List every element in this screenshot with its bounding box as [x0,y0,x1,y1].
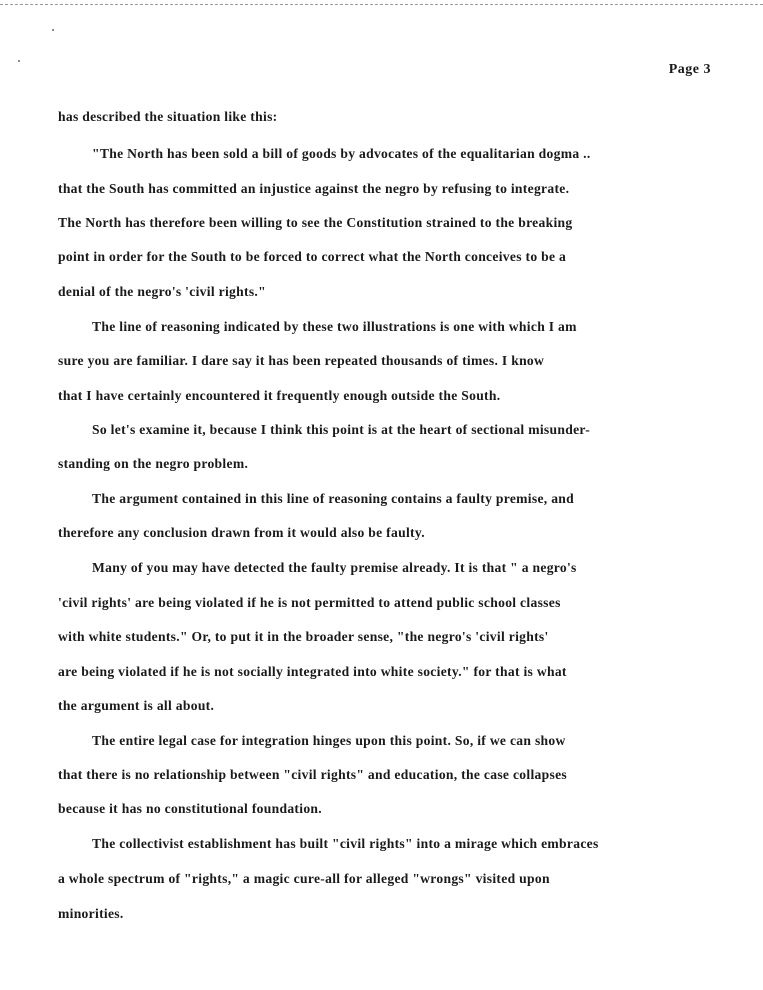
text-line: So let's examine it, because I think this point is at the heart of sectional misunder- [92,422,591,437]
text-line: the argument is all about. [58,698,215,713]
text-line: with white students." Or, to put it in the broader sense, "the negro's 'civil rights' [58,629,549,644]
text-line: Many of you may have detected the faulty premise already. It is that " a negro's [92,560,577,575]
text-line: are being violated if he is not socially integrated into white society." for that is what [58,664,567,679]
text-line: The entire legal case for integration hinges upon this point. So, if we can show [92,733,566,748]
scan-speck [18,60,20,62]
text-line: 'civil rights' are being violated if he is not permitted to attend public school classes [58,595,561,610]
text-line: a whole spectrum of "rights," a magic cure-all for alleged "wrongs" visited upon [58,871,550,886]
page-number: Page 3 [668,62,711,77]
text-line: therefore any conclusion drawn from it would also be faulty. [58,525,425,540]
text-line: "The North has been sold a bill of goods by advocates of the equalitarian dogma .. [92,146,591,161]
text-line: that I have certainly encountered it frequently enough outside the South. [58,388,501,403]
text-line: minorities. [58,906,124,921]
text-line: has described the situation like this: [58,109,278,124]
text-line: The argument contained in this line of reasoning contains a faulty premise, and [92,491,575,506]
text-line: point in order for the South to be forced to correct what the North conceives to be a [58,249,567,264]
scan-speck [52,29,54,31]
text-line: The collectivist establishment has built "civil rights" into a mirage which embraces [92,836,599,851]
text-line: The North has therefore been willing to see the Constitution strained to the breaking [58,215,573,230]
text-line: denial of the negro's 'civil rights." [58,284,266,299]
text-line: that there is no relationship between "civil rights" and education, the case collapses [58,767,567,782]
text-line: sure you are familiar. I dare say it has been repeated thousands of times. I know [58,353,545,368]
text-line: standing on the negro problem. [58,456,249,471]
text-line: that the South has committed an injustice against the negro by refusing to integrate. [58,181,570,196]
text-line: The line of reasoning indicated by these two illustrations is one with which I am [92,319,577,334]
page-top-border [0,4,763,5]
text-line: because it has no constitutional foundation. [58,801,322,816]
